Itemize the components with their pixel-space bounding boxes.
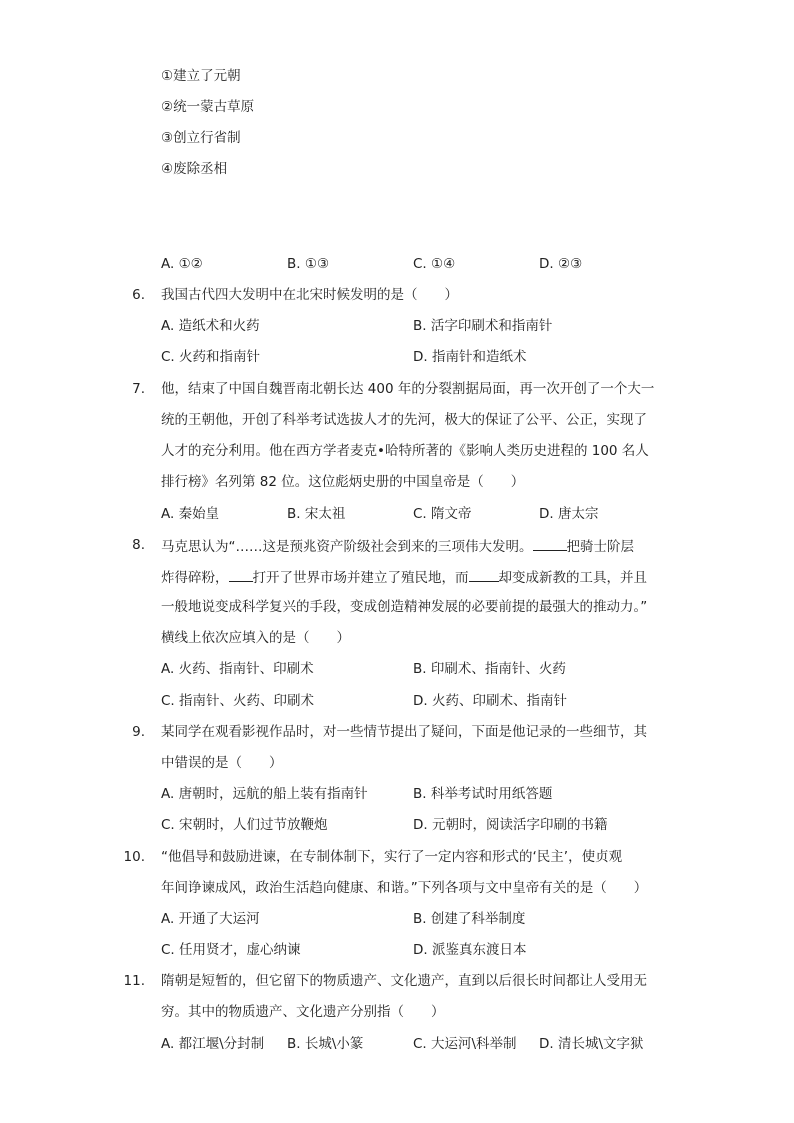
q7-option-b: B. 宋太祖	[287, 506, 346, 522]
q6-option-d: D. 指南针和造纸术	[413, 349, 527, 365]
q5-option-d: D. ②③	[539, 256, 583, 272]
q7-stem-line-1: 他，结束了中国自魏晋南北朝长达 400 年的分裂割据局面，再一次开创了一个大一	[161, 381, 655, 397]
q8-stem-line-3: 一般地说变成科学复兴的手段，变成创造精神发展的必要前提的最强大的推动力。”	[161, 599, 648, 615]
q6-number: 6.	[132, 287, 145, 303]
q7-stem-line-3: 人才的充分利用。他在西方学者麦克•哈特所著的《影响人类历史进程的 100 名人	[161, 443, 649, 459]
q7-option-a: A. 秦始皇	[161, 506, 220, 522]
q6-stem: 我国古代四大发明中在北宋时候发明的是（ ）	[161, 287, 458, 303]
q10-stem-line-1: “他倡导和鼓励进谏，在专制体制下，实行了一定内容和形式的‘民主’，使贞观	[161, 849, 623, 865]
statement-1: ①建立了元朝	[161, 68, 241, 84]
q8-text-1b: 把骑士阶层	[566, 539, 634, 555]
statement-4: ④废除丞相	[161, 161, 228, 177]
q10-option-c: C. 任用贤才，虚心纳谏	[161, 942, 301, 958]
q8-option-b: B. 印刷术、指南针、火药	[413, 661, 566, 677]
q9-stem-line-2: 中错误的是（ ）	[161, 755, 283, 771]
q5-option-a: A. ①②	[161, 256, 203, 272]
statement-3: ③创立行省制	[161, 130, 241, 146]
q7-stem-line-4: 排行榜》名列第 82 位。这位彪炳史册的中国皇帝是（ ）	[161, 474, 525, 490]
q7-option-d: D. 唐太宗	[539, 506, 599, 522]
q8-option-c: C. 指南针、火药、印刷术	[161, 693, 315, 709]
q9-option-b: B. 科举考试时用纸答题	[413, 786, 553, 802]
q11-stem-line-1: 隋朝是短暂的，但它留下的物质遗产、文化遗产，直到以后很长时间都让人受用无	[161, 973, 647, 989]
q7-option-c: C. 隋文帝	[413, 506, 472, 522]
q7-number: 7.	[132, 381, 145, 397]
q11-option-d: D. 清长城\文字狱	[539, 1036, 644, 1052]
q9-option-a: A. 唐朝时，远航的船上装有指南针	[161, 786, 368, 802]
q8-stem-line-2	[161, 567, 647, 587]
q10-number: 10.	[123, 849, 145, 865]
q9-option-c: C. 宋朝时，人们过节放鞭炮	[161, 817, 328, 833]
q11-number: 11.	[123, 973, 145, 989]
q11-stem-line-2: 穷。其中的物质遗产、文化遗产分别指（ ）	[161, 1004, 445, 1020]
q10-stem-line-2: 年间诤谏成风，政治生活趋向健康、和谐。”下列各项与文中皇帝有关的是（ ）	[161, 880, 648, 896]
q8-blank-1	[533, 536, 567, 551]
q8-text-2c: 却变成新教的工具，并且	[498, 570, 647, 586]
q8-text-2b: 打开了世界市场并建立了殖民地，而	[252, 570, 469, 586]
q5-option-c: C. ①④	[413, 256, 456, 272]
q6-option-a: A. 造纸术和火药	[161, 318, 260, 334]
q8-blank-2	[229, 567, 253, 582]
q11-option-a: A. 都江堰\分封制	[161, 1036, 265, 1052]
q8-text-1a: 马克思认为“……这是预兆资产阶级社会到来的三项伟大发明。	[161, 539, 533, 555]
q8-option-a: A. 火药、指南针、印刷术	[161, 661, 314, 677]
q9-number: 9.	[132, 724, 145, 740]
q5-option-b: B. ①③	[287, 256, 330, 272]
q10-option-b: B. 创建了科举制度	[413, 911, 526, 927]
q8-blank-3	[469, 567, 499, 582]
q9-option-d: D. 元朝时，阅读活字印刷的书籍	[413, 817, 608, 833]
q10-option-a: A. 开通了大运河	[161, 911, 260, 927]
statement-2: ②统一蒙古草原	[161, 99, 255, 115]
q6-option-b: B. 活字印刷术和指南针	[413, 318, 553, 334]
q8-number: 8.	[132, 537, 145, 553]
q7-stem-line-2: 统的王朝他，开创了科举考试选拔人才的先河，极大的保证了公平、公正，实现了	[161, 412, 647, 428]
q8-stem-line-4: 横线上依次应填入的是（ ）	[161, 630, 350, 646]
q8-stem-line-1	[161, 536, 634, 556]
q8-text-2a: 炸得碎粉，	[161, 570, 229, 586]
q8-option-d: D. 火药、印刷术、指南针	[413, 693, 567, 709]
q6-option-c: C. 火药和指南针	[161, 349, 261, 365]
q11-option-c: C. 大运河\科举制	[413, 1036, 517, 1052]
q10-option-d: D. 派鉴真东渡日本	[413, 942, 527, 958]
q9-stem-line-1: 某同学在观看影视作品时，对一些情节提出了疑问，下面是他记录的一些细节，其	[161, 724, 647, 740]
q11-option-b: B. 长城\小篆	[287, 1036, 364, 1052]
